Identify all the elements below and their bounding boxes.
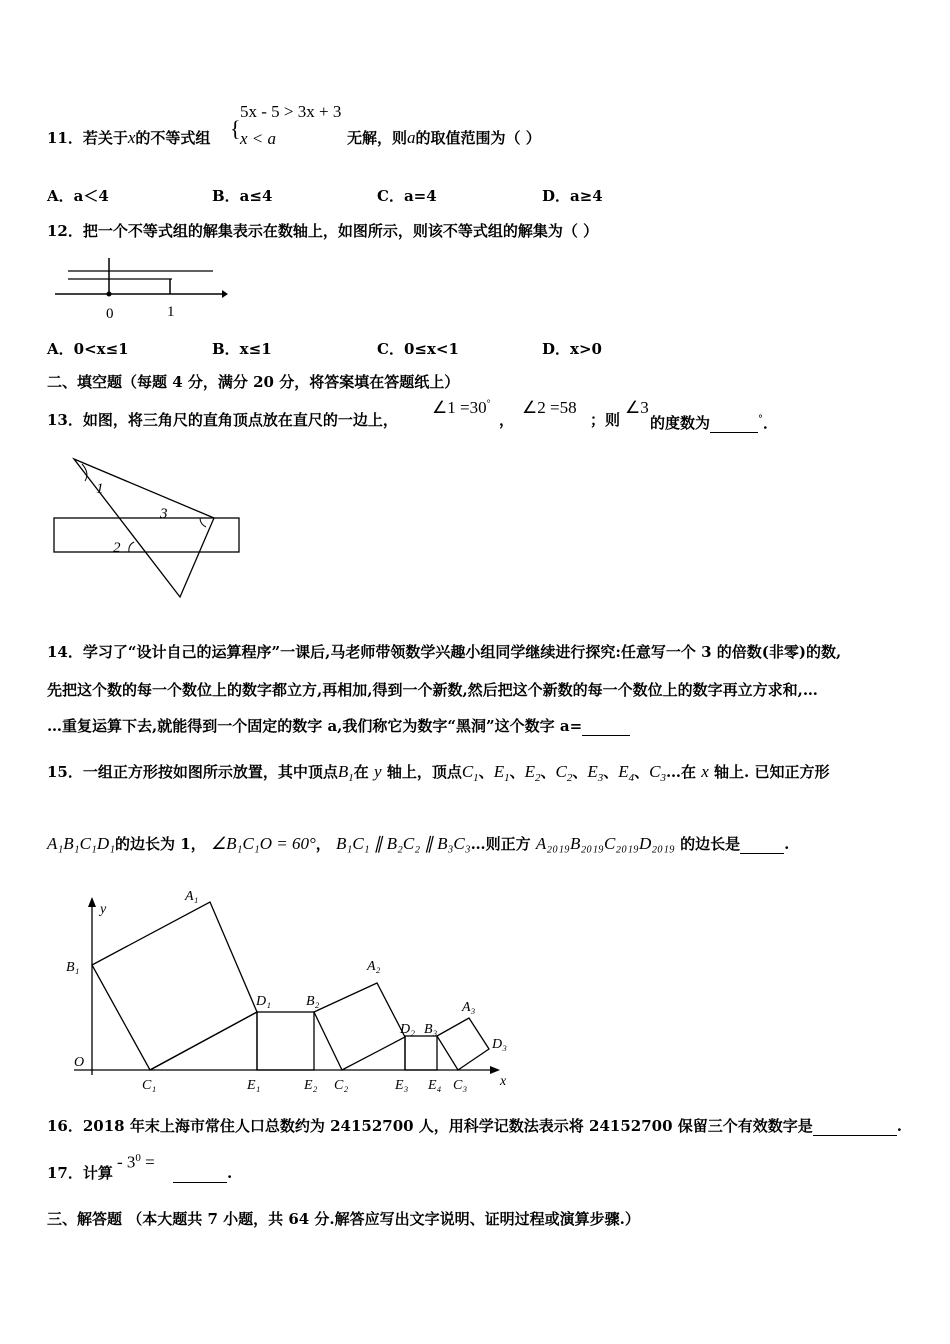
q12-option-d[interactable]: D．x>0 [542, 340, 602, 358]
q15-y-arrow-icon [88, 897, 96, 907]
q15-label-c1: C₁ [142, 1078, 157, 1093]
q15-sep: 、 [540, 763, 556, 781]
q14-line2: 先把这个数的每一个数位上的数字都立方,再相加,得到一个新数,然后把这个新数的每一个数位上的数字再立方求和,… [47, 681, 818, 699]
q12-option-c[interactable]: C．0≤x<1 [377, 340, 459, 358]
q15-pt-sub: 3 [660, 772, 667, 784]
q13-angle1-value: ∠1 =30 [432, 398, 487, 417]
q12-option-b[interactable]: B．x≤1 [212, 340, 272, 358]
q15-label-d1: D₁ [256, 994, 271, 1009]
q15-vertex-e3 [587, 762, 604, 784]
q13-label-3: 3 [160, 506, 168, 522]
q13-degree-mark: ° [758, 414, 764, 425]
q15-square-bridge-2 [405, 1036, 437, 1070]
q15-segment-d1-e1 [150, 1012, 257, 1070]
q11-option-d[interactable]: D．a≥4 [542, 187, 603, 205]
q17-base: - 3 [117, 1152, 136, 1172]
q15-label-d2: D₂ [400, 1022, 415, 1037]
q15-l1e: 轴上. 已知正方形 [714, 763, 830, 781]
q15-pt-sub: 2 [534, 772, 541, 784]
q15-l1b: 在 [353, 763, 369, 781]
q14-line3-text: …重复运算下去,就能得到一个固定的数字 a,我们称它为数字“黑洞”这个数字 a= [47, 717, 583, 735]
q15-l2a: 的边长为 1， [115, 835, 206, 853]
q13-period: ． [763, 414, 779, 432]
q12-stem: 12．把一个不等式组的解集表示在数轴上，如图所示，则该不等式组的解集为（ ） [47, 222, 599, 240]
q15-label-e4: E₄ [428, 1078, 442, 1093]
q12-label-1: 1 [167, 304, 175, 320]
q12-number-line-figure [50, 252, 230, 322]
q15-vertex-e1 [493, 762, 510, 784]
q15-label-c2: C₂ [334, 1078, 349, 1093]
q13-text1: 13．如图，将三角尺的直角顶点放在直尺的一边上， [47, 411, 398, 429]
q11-text1: 的不等式组 [135, 129, 211, 147]
q15-l2c: 的边长是 [680, 835, 741, 853]
q16-answer-blank[interactable] [813, 1121, 897, 1136]
q15-sep: 、 [572, 763, 588, 781]
q15-label-c3: C₃ [453, 1078, 468, 1093]
q15-pt-base: E [618, 762, 629, 781]
q15-label-o: O [74, 1055, 85, 1070]
q13-stem-end [650, 410, 778, 433]
q12-label-0: 0 [106, 306, 114, 322]
q17-period: . [227, 1164, 233, 1182]
q17-equals: = [140, 1152, 155, 1172]
q15-label-y: y [100, 902, 107, 917]
q14-answer-blank[interactable] [582, 721, 630, 736]
q15-square2019: A₂₀₁₉B₂₀₁₉C₂₀₁₉D₂₀₁₉ [535, 834, 675, 853]
q11-text2: 无解，则 [347, 129, 408, 147]
q17-answer [173, 1163, 232, 1183]
q15-answer-blank[interactable] [740, 839, 784, 854]
q14-line3 [47, 716, 630, 736]
q15-label-a1: A₁ [185, 889, 199, 904]
q15-y-var: y [374, 762, 382, 781]
q15-label-b2: B₂ [306, 994, 320, 1009]
q15-vertex-c1 [461, 762, 479, 784]
q15-sep: 、 [603, 763, 619, 781]
q13-semicolon-then: ；则 [590, 411, 621, 429]
q15-pt-base: C [461, 762, 474, 781]
q15-label-x: x [500, 1074, 507, 1089]
q15-pt-sub: 2 [566, 772, 573, 784]
q12-axis-arrow-icon [222, 290, 228, 298]
q17-expression [117, 1152, 155, 1173]
q15-l1a: 15．一组正方形按如图所示放置，其中顶点 [47, 763, 338, 781]
q17-text: 17．计算 [47, 1164, 113, 1182]
q11-option-c[interactable]: C．a=4 [377, 187, 437, 205]
q11-num: 11．若关于 [47, 129, 128, 147]
q15-label-a3: A₃ [462, 1000, 476, 1015]
q13-label-2: 2 [113, 540, 121, 556]
q15-vertex-c2 [555, 762, 573, 784]
q15-b1-base: B [337, 762, 349, 781]
q15-label-b3: B₃ [424, 1022, 438, 1037]
q15-label-e1: E₁ [247, 1078, 261, 1093]
q15-vertex-e2 [524, 762, 541, 784]
q15-pt-sub: 1 [504, 772, 510, 784]
q15-vertex-b1 [337, 762, 354, 784]
q13-comma: ， [499, 411, 515, 429]
q15-label-d3: D₃ [492, 1037, 507, 1052]
q16-stem [47, 1116, 902, 1136]
q15-b1-sub: 1 [348, 772, 354, 784]
q15-sep: 、 [509, 763, 525, 781]
q13-text2: 的度数为 [650, 414, 711, 432]
q11-var-x: x [127, 128, 136, 147]
q15-line2 [47, 834, 789, 854]
q13-stem [47, 410, 398, 430]
q13-angle1-degree: ° [486, 398, 491, 410]
q13-angle1 [432, 398, 491, 418]
q13-triangle-ruler-figure [50, 455, 245, 605]
q15-square1: A₁B₁C₁D₁ [47, 834, 116, 853]
q15-pt-sub: 4 [628, 772, 635, 784]
q13-angle3-arc [200, 518, 206, 527]
q11-brace: { [230, 116, 241, 141]
q15-period: . [784, 835, 790, 853]
q15-vertex-c3 [649, 762, 667, 784]
q15-label-e3: E₃ [395, 1078, 409, 1093]
section-3-heading: 三、解答题 （本大题共 7 小题，共 64 分.解答应写出文字说明、证明过程或演算步骤.） [47, 1210, 640, 1228]
q13-angle3: ∠3 [625, 398, 649, 417]
q14-line1: 14．学习了“设计自己的运算程序”一课后,马老师带领数学兴趣小组同学继续进行探究:任意写一个 3 的倍数(非零)的数, [47, 643, 842, 661]
q15-pt-base: C [649, 762, 661, 781]
q12-point-0 [107, 292, 112, 297]
q17-answer-blank[interactable] [173, 1168, 227, 1183]
q13-angle2: ∠2 =58 [522, 398, 577, 417]
q11-stem [47, 128, 210, 148]
q15-label-b1: B₁ [66, 960, 80, 975]
q13-label-1: 1 [96, 481, 104, 497]
q11-option-a[interactable]: A．a＜4 [47, 187, 109, 205]
q15-l1c: 轴上，顶点 [386, 763, 462, 781]
q15-pt-base: C [555, 762, 567, 781]
q15-x-arrow-icon [490, 1066, 500, 1074]
q13-answer-blank[interactable] [710, 418, 758, 433]
q13-triangle [74, 459, 214, 597]
q17-stem [47, 1163, 113, 1183]
q15-l1d: …在 [666, 763, 697, 781]
q15-angle: ∠B₁C₁O = 60° [210, 834, 316, 853]
q16-text: 16．2018 年末上海市常住人口总数约为 24152700 人，用科学记数法表示将 24152700 保留三个有效数字是 [47, 1117, 813, 1135]
q15-squares-figure [60, 885, 530, 1095]
q15-x-var: x [701, 762, 709, 781]
section-2-heading: 二、填空题（每题 4 分，满分 20 分，将答案填在答题纸上） [47, 373, 460, 391]
q15-l2b: …则正方 [470, 835, 531, 853]
q15-square-1 [92, 902, 257, 1070]
q15-vertex-e4 [618, 762, 635, 784]
q15-square-3 [437, 1018, 489, 1070]
q15-square-2 [314, 983, 405, 1070]
q11-text3: 的取值范围为（ ） [415, 129, 541, 147]
q15-sep: 、 [478, 763, 494, 781]
q15-pt-sub: 1 [473, 772, 479, 784]
q15-label-e2: E₂ [304, 1078, 318, 1093]
q15-pt-base: E [524, 762, 535, 781]
q11-stem-end [347, 128, 541, 148]
q16-period: . [896, 1117, 902, 1135]
q15-line1 [47, 762, 830, 788]
q11-system-line1: 5x - 5 > 3x + 3 [240, 102, 342, 121]
q13-angle2-arc [129, 542, 134, 552]
q15-pt-base: E [493, 762, 505, 781]
q12-option-a[interactable]: A．0<x≤1 [47, 340, 129, 358]
q15-parallel: B₁C₁ ∥ B₂C₂ ∥ B₃C₃ [336, 834, 471, 853]
q17-exponent: 0 [135, 1152, 141, 1164]
q15-sep: 、 [634, 763, 650, 781]
q15-label-a2: A₂ [367, 959, 381, 974]
q15-pt-base: E [587, 762, 598, 781]
q15-pt-sub: 3 [597, 772, 604, 784]
q11-option-b[interactable]: B．a≤4 [212, 187, 273, 205]
q11-system-line2: x < a [240, 129, 277, 148]
q11-var-a: a [407, 128, 416, 147]
q15-comma: ， [315, 835, 331, 853]
q15-square-bridge [257, 1012, 314, 1070]
